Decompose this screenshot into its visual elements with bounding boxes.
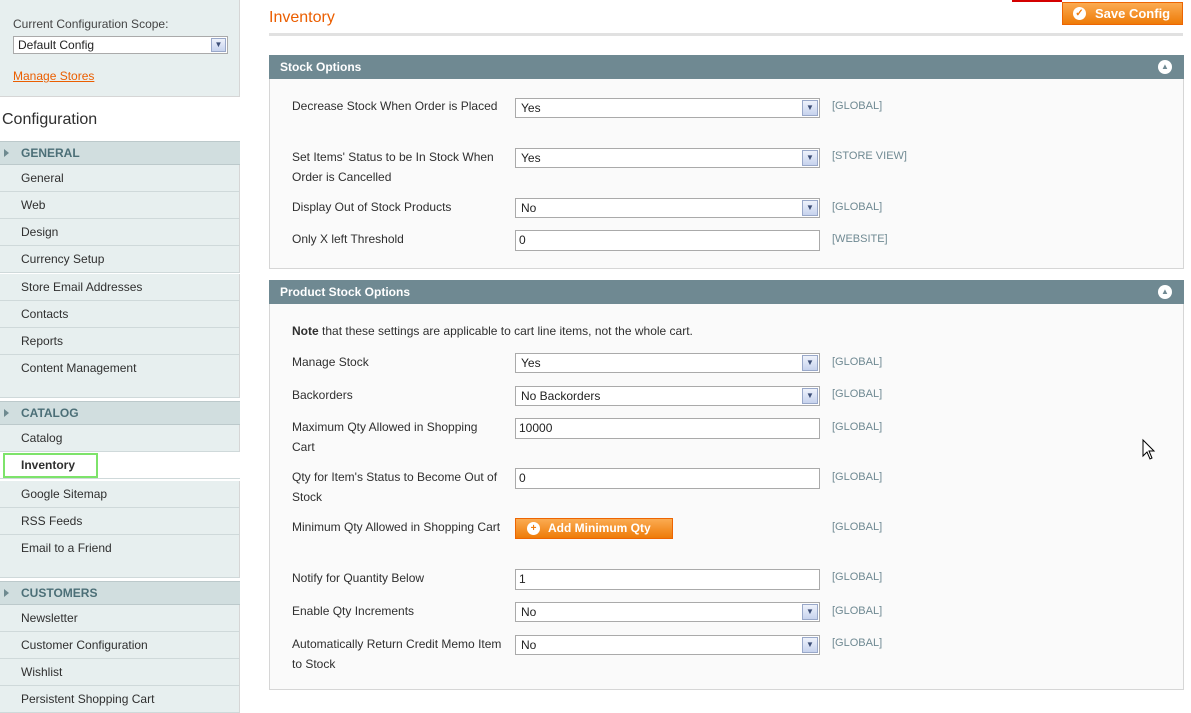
checkmark-icon: ✓ bbox=[1073, 7, 1086, 20]
section-header-product-stock-options[interactable] bbox=[269, 280, 1184, 304]
expand-arrow-icon bbox=[4, 149, 9, 157]
manage-stores-link[interactable]: Manage Stores bbox=[13, 69, 95, 83]
select-value: Yes bbox=[521, 151, 541, 165]
scope-label: [GLOBAL] bbox=[832, 605, 883, 617]
nav-item-web[interactable]: Web bbox=[0, 192, 240, 219]
scope-label: [GLOBAL] bbox=[832, 201, 883, 213]
nav-item-content-management[interactable]: Content Management bbox=[0, 355, 240, 398]
enable-qty-increments-select[interactable] bbox=[515, 602, 820, 622]
nav-item-rss-feeds[interactable]: RSS Feeds bbox=[0, 508, 240, 535]
expand-arrow-icon bbox=[4, 589, 9, 597]
sidebar bbox=[0, 0, 241, 706]
scope-label: [WEBSITE] bbox=[832, 233, 888, 245]
nav-item-reports[interactable]: Reports bbox=[0, 328, 240, 355]
field-label: Maximum Qty Allowed in Shopping Cart bbox=[292, 420, 478, 454]
field-label: Minimum Qty Allowed in Shopping Cart bbox=[292, 520, 501, 534]
field-label: Backorders bbox=[292, 388, 353, 402]
nav-group-label: GENERAL bbox=[21, 146, 80, 160]
max-qty-in-cart-input[interactable]: 10000 bbox=[515, 418, 820, 439]
active-item-highlight bbox=[3, 453, 98, 478]
chevron-down-icon: ▼ bbox=[802, 388, 818, 404]
expand-arrow-icon bbox=[4, 409, 9, 417]
display-out-of-stock-select[interactable] bbox=[515, 198, 820, 218]
chevron-down-icon: ▼ bbox=[802, 200, 818, 216]
field-label: Set Items' Status to be In Stock When Order is Cancelled bbox=[292, 150, 494, 184]
chevron-down-icon: ▼ bbox=[802, 100, 818, 116]
nav-item-contacts[interactable]: Contacts bbox=[0, 301, 240, 328]
nav-item-persistent-shopping-cart[interactable]: Persistent Shopping Cart bbox=[0, 686, 240, 713]
scope-select-value: Default Config bbox=[18, 38, 95, 52]
field-label: Automatically Return Credit Memo Item to Stock bbox=[292, 637, 502, 671]
nav-item-inventory[interactable] bbox=[0, 452, 240, 479]
save-config-button[interactable] bbox=[1062, 2, 1183, 25]
page-title: Inventory bbox=[269, 9, 335, 26]
scope-label: [GLOBAL] bbox=[832, 421, 883, 433]
in-stock-on-cancel-select[interactable] bbox=[515, 148, 820, 168]
field-label: Qty for Item's Status to Become Out of Stock bbox=[292, 470, 498, 504]
nav-item-google-sitemap[interactable]: Google Sitemap bbox=[0, 481, 240, 508]
section-title: Stock Options bbox=[280, 60, 362, 74]
auto-return-credit-memo-select[interactable] bbox=[515, 635, 820, 655]
field-label: Enable Qty Increments bbox=[292, 604, 415, 618]
nav-group-label: CUSTOMERS bbox=[21, 586, 98, 600]
nav-item-store-email-addresses[interactable]: Store Email Addresses bbox=[0, 274, 240, 301]
only-x-left-threshold-input[interactable]: 0 bbox=[515, 230, 820, 251]
field-label: Only X left Threshold bbox=[292, 232, 404, 246]
nav-item-newsletter[interactable]: Newsletter bbox=[0, 605, 240, 632]
note-body: that these settings are applicable to cart line items, not the whole cart. bbox=[318, 324, 693, 338]
configuration-title: Configuration bbox=[2, 111, 98, 128]
scope-label: [GLOBAL] bbox=[832, 637, 883, 649]
plus-icon: + bbox=[527, 522, 540, 535]
scope-label: [STORE VIEW] bbox=[832, 150, 907, 162]
chevron-down-icon: ▼ bbox=[802, 637, 818, 653]
chevron-down-icon: ▼ bbox=[802, 150, 818, 166]
select-value: Yes bbox=[521, 101, 541, 115]
scope-switcher bbox=[0, 0, 240, 97]
collapse-up-icon[interactable]: ▲ bbox=[1158, 285, 1172, 299]
decrease-stock-select[interactable] bbox=[515, 98, 820, 118]
add-minimum-qty-button[interactable] bbox=[515, 518, 673, 539]
scope-label: [GLOBAL] bbox=[832, 521, 883, 533]
nav-group-general[interactable] bbox=[0, 141, 240, 165]
backorders-select[interactable] bbox=[515, 386, 820, 406]
select-value: No Backorders bbox=[521, 389, 601, 403]
section-header-stock-options[interactable] bbox=[269, 55, 1184, 79]
nav-item-wishlist[interactable]: Wishlist bbox=[0, 659, 240, 686]
scope-label: [GLOBAL] bbox=[832, 571, 883, 583]
nav-item-catalog[interactable]: Catalog bbox=[0, 425, 240, 452]
note-text bbox=[292, 324, 693, 338]
scope-label: [GLOBAL] bbox=[832, 356, 883, 368]
nav-group-label: CATALOG bbox=[21, 406, 79, 420]
field-label: Display Out of Stock Products bbox=[292, 200, 452, 214]
add-minimum-qty-label: Add Minimum Qty bbox=[548, 521, 651, 535]
field-label: Notify for Quantity Below bbox=[292, 571, 425, 585]
section-title: Product Stock Options bbox=[280, 285, 411, 299]
mouse-pointer-icon bbox=[1142, 439, 1156, 461]
title-divider bbox=[269, 33, 1183, 36]
scope-label: Current Configuration Scope: bbox=[13, 17, 169, 31]
scope-label: [GLOBAL] bbox=[832, 100, 883, 112]
field-label: Decrease Stock When Order is Placed bbox=[292, 99, 498, 113]
top-red-strip bbox=[1012, 0, 1062, 2]
out-of-stock-threshold-input[interactable]: 0 bbox=[515, 468, 820, 489]
select-value: Yes bbox=[521, 356, 541, 370]
chevron-down-icon: ▼ bbox=[802, 355, 818, 371]
field-label: Manage Stock bbox=[292, 355, 369, 369]
scope-select[interactable] bbox=[13, 36, 228, 54]
select-value: No bbox=[521, 201, 537, 215]
select-value: No bbox=[521, 605, 537, 619]
select-value: No bbox=[521, 638, 537, 652]
collapse-up-icon[interactable]: ▲ bbox=[1158, 60, 1172, 74]
scope-label: [GLOBAL] bbox=[832, 388, 883, 400]
note-bold: Note bbox=[292, 324, 319, 338]
scope-label: [GLOBAL] bbox=[832, 471, 883, 483]
nav-item-currency-setup[interactable]: Currency Setup bbox=[0, 246, 240, 273]
chevron-down-icon: ▼ bbox=[211, 38, 226, 52]
save-config-label: Save Config bbox=[1095, 6, 1171, 21]
nav-group-customers[interactable] bbox=[0, 581, 240, 605]
nav-item-email-to-a-friend[interactable]: Email to a Friend bbox=[0, 535, 240, 578]
manage-stock-select[interactable] bbox=[515, 353, 820, 373]
chevron-down-icon: ▼ bbox=[802, 604, 818, 620]
nav-item-label: Inventory bbox=[21, 458, 76, 472]
nav-item-general[interactable]: General bbox=[0, 165, 240, 192]
nav-group-catalog[interactable] bbox=[0, 401, 240, 425]
nav-item-customer-configuration[interactable]: Customer Configuration bbox=[0, 632, 240, 659]
notify-qty-below-input[interactable]: 1 bbox=[515, 569, 820, 590]
nav-item-design[interactable]: Design bbox=[0, 219, 240, 246]
